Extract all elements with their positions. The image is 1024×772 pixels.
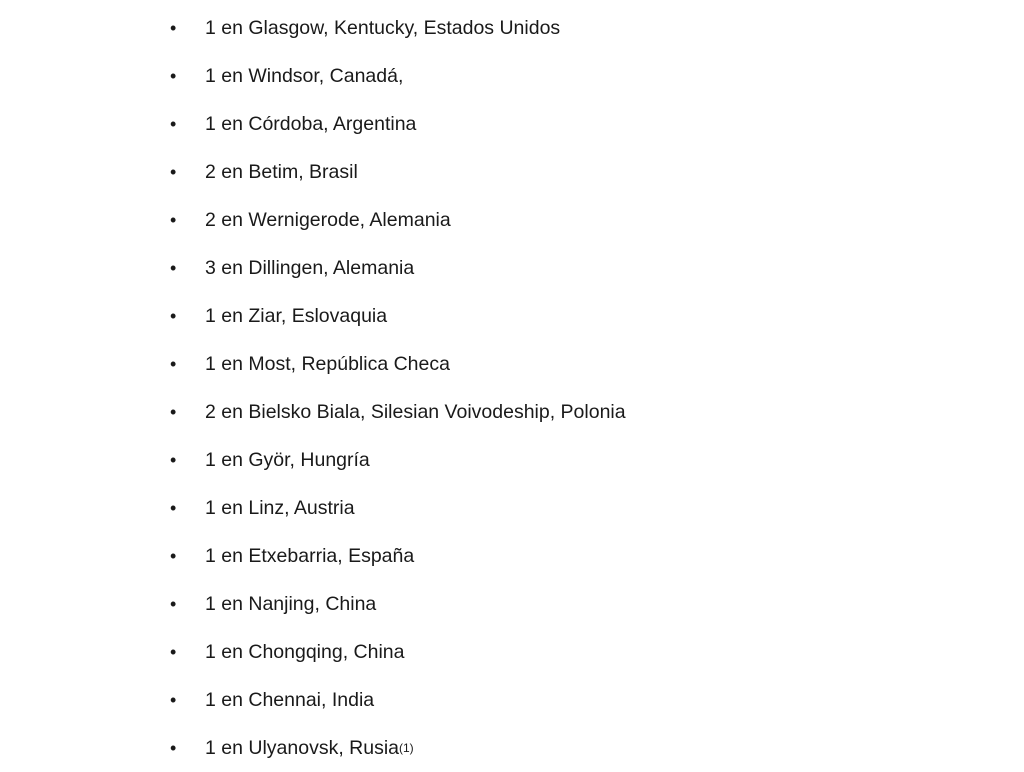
list-item: [170, 148, 626, 196]
bullet-icon: •: [170, 594, 177, 614]
list-item-text: 1 en Córdoba, Argentina: [205, 113, 417, 135]
list-item: [170, 436, 626, 484]
list-item: [170, 4, 626, 52]
list-item: [170, 52, 626, 100]
bullet-icon: •: [170, 66, 177, 86]
list-item-text: 1 en Chongqing, China: [205, 641, 405, 663]
bullet-icon: •: [170, 354, 177, 374]
bullet-icon: •: [170, 162, 177, 182]
list-item: [170, 388, 626, 436]
list-item-text: 1 en Etxebarria, España: [205, 545, 415, 567]
list-item: [170, 244, 626, 292]
bullet-icon: •: [170, 546, 177, 566]
list-item-text: 1 en Linz, Austria: [205, 497, 355, 519]
list-item: [170, 484, 626, 532]
list-item: [170, 580, 626, 628]
bullet-icon: •: [170, 210, 177, 230]
list-item: • 1 en Ulyanovsk, Rusia (1): [170, 737, 414, 759]
list-item: [170, 196, 626, 244]
list-item-text: 3 en Dillingen, Alemania: [205, 257, 415, 279]
bullet-icon: •: [170, 258, 177, 278]
list-item: [170, 292, 626, 340]
list-item-text: 1 en Chennai, India: [205, 689, 375, 711]
list-item-text: 2 en Bielsko Biala, Silesian Voivodeship, Polonia: [205, 401, 626, 423]
list-item-text: 1 en Györ, Hungría: [205, 449, 370, 471]
bullet-icon: •: [170, 690, 177, 710]
bullet-icon: •: [170, 114, 177, 134]
list-item-text: 2 en Wernigerode, Alemania: [205, 209, 451, 231]
list-item-text: 1 en Nanjing, China: [205, 593, 377, 615]
list-item-text: 2 en Betim, Brasil: [205, 161, 358, 183]
list-item: [170, 676, 626, 724]
list-item: [170, 628, 626, 676]
location-list: [170, 4, 626, 772]
list-item-text: 1 en Windsor, Canadá,: [205, 65, 404, 87]
list-item: [170, 340, 626, 388]
bullet-icon: •: [170, 738, 177, 758]
bullet-icon: •: [170, 18, 177, 38]
bullet-icon: •: [170, 642, 177, 662]
bullet-icon: •: [170, 498, 177, 518]
bullet-icon: •: [170, 306, 177, 326]
list-item-text: 1 en Most, República Checa: [205, 353, 450, 375]
list-item-text: 1 en Ziar, Eslovaquia: [205, 305, 388, 327]
list-item-text: 1 en Ulyanovsk, Rusia: [205, 737, 400, 759]
list-item: [170, 532, 626, 580]
list-item-text: 1 en Glasgow, Kentucky, Estados Unidos: [205, 17, 561, 39]
list-item: [170, 100, 626, 148]
bullet-icon: •: [170, 450, 177, 470]
bullet-icon: •: [170, 402, 177, 422]
